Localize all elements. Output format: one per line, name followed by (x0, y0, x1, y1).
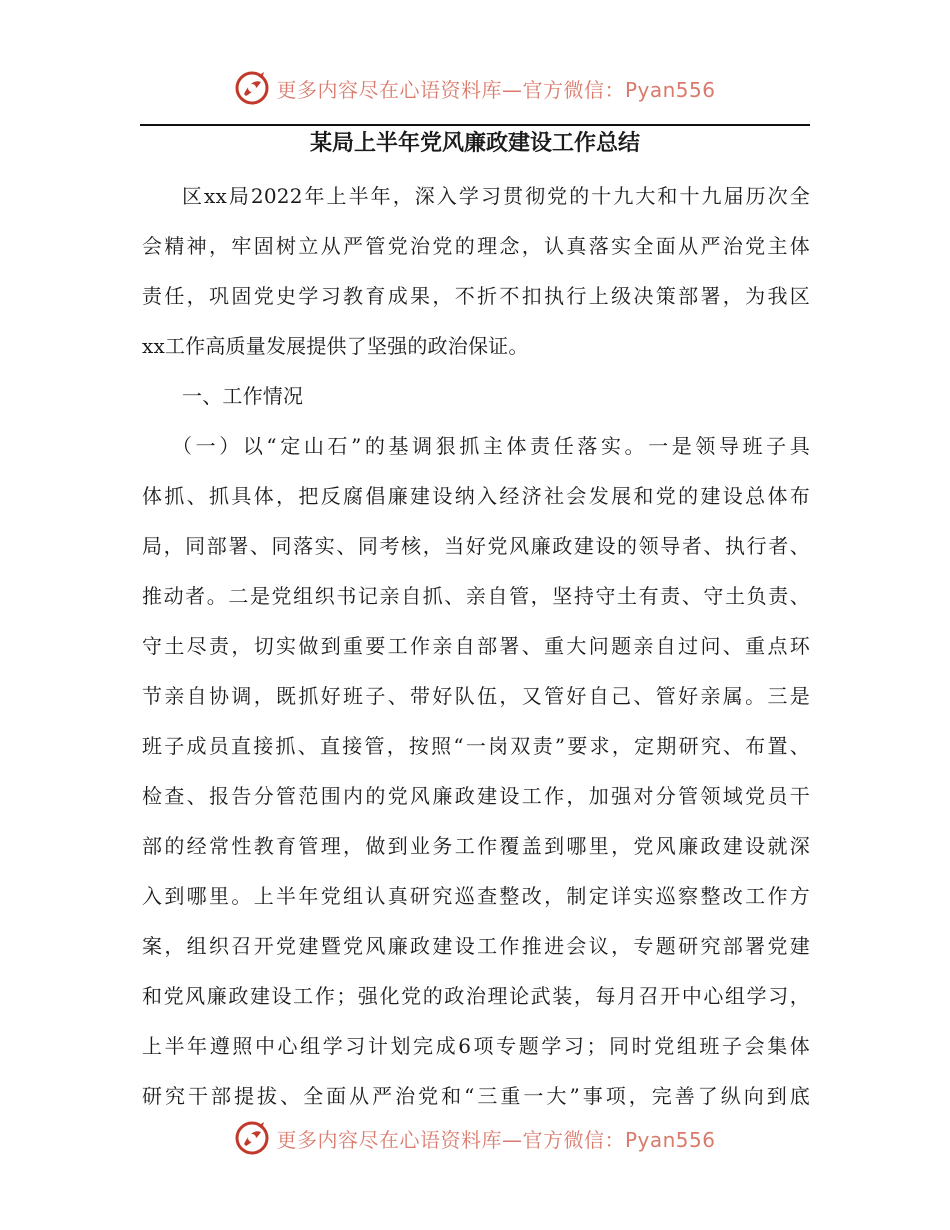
paragraph-line: 区xx局2022年上半年，深入学习贯彻党的十九大和十九届历次全 (182, 184, 810, 208)
paragraph-line: 守土尽责，切实做到重要工作亲自部署、重大问题亲自过问、重点环 (142, 634, 810, 658)
paragraph-line: 入到哪里。上半年党组认真研究巡查整改，制定详实巡察整改工作方 (142, 884, 810, 908)
paragraph-line: 案，组织召开党建暨党风廉政建设工作推进会议，专题研究部署党建 (142, 934, 810, 958)
header-banner-text: 更多内容尽在心语资料库—官方微信：Pyan556 (276, 77, 716, 102)
document-body (142, 176, 810, 1126)
paragraph-line: 推动者。二是党组织书记亲自抓、亲自管，坚持守土有责、守土负责、 (142, 584, 810, 608)
paragraph-line: 检查、报告分管范围内的党风廉政建设工作，加强对分管领域党员干 (142, 784, 810, 808)
paragraph-line: 责任，巩固党史学习教育成果，不折不扣执行上级决策部署，为我区 (142, 284, 810, 308)
paragraph-line: 研究干部提拔、全面从严治党和“三重一大”事项，完善了纵向到底 (142, 1084, 810, 1108)
paragraph-line: 上半年遵照中心组学习计划完成6项专题学习；同时党组班子会集体 (142, 1034, 810, 1058)
paragraph-line: 体抓、抓具体，把反腐倡廉建设纳入经济社会发展和党的建设总体布 (142, 484, 810, 508)
paragraph-line: xx工作高质量发展提供了坚强的政治保证。 (142, 334, 529, 358)
paragraph-line: 班子成员直接抓、直接管，按照“一岗双责”要求，定期研究、布置、 (142, 734, 810, 758)
footer-banner-text: 更多内容尽在心语资料库—官方微信：Pyan556 (276, 1127, 716, 1152)
paragraph-line: 会精神，牢固树立从严管党治党的理念，认真落实全面从严治党主体 (142, 234, 810, 258)
header-banner (0, 68, 950, 108)
footer-banner (0, 1118, 950, 1158)
footer-banner-content (234, 1120, 715, 1156)
paragraph-line: 局，同部署、同落实、同考核，当好党风廉政建设的领导者、执行者、 (142, 534, 810, 558)
header-rule (140, 124, 810, 126)
paragraph-line: 部的经常性教育管理，做到业务工作覆盖到哪里，党风廉政建设就深 (142, 834, 810, 858)
paragraph-line: （一）以“定山石”的基调狠抓主体责任落实。一是领导班子具 (172, 434, 810, 458)
brand-logo-icon (234, 1120, 270, 1156)
section-heading: 一、工作情况 (182, 384, 304, 408)
header-banner-content (234, 70, 715, 106)
paragraph-line: 节亲自协调，既抓好班子、带好队伍，又管好自己、管好亲属。三是 (142, 684, 810, 708)
document-title: 某局上半年党风廉政建设工作总结 (309, 131, 640, 156)
paragraph-line: 和党风廉政建设工作；强化党的政治理论武装，每月召开中心组学习， (142, 984, 810, 1008)
brand-logo-icon (234, 70, 270, 106)
